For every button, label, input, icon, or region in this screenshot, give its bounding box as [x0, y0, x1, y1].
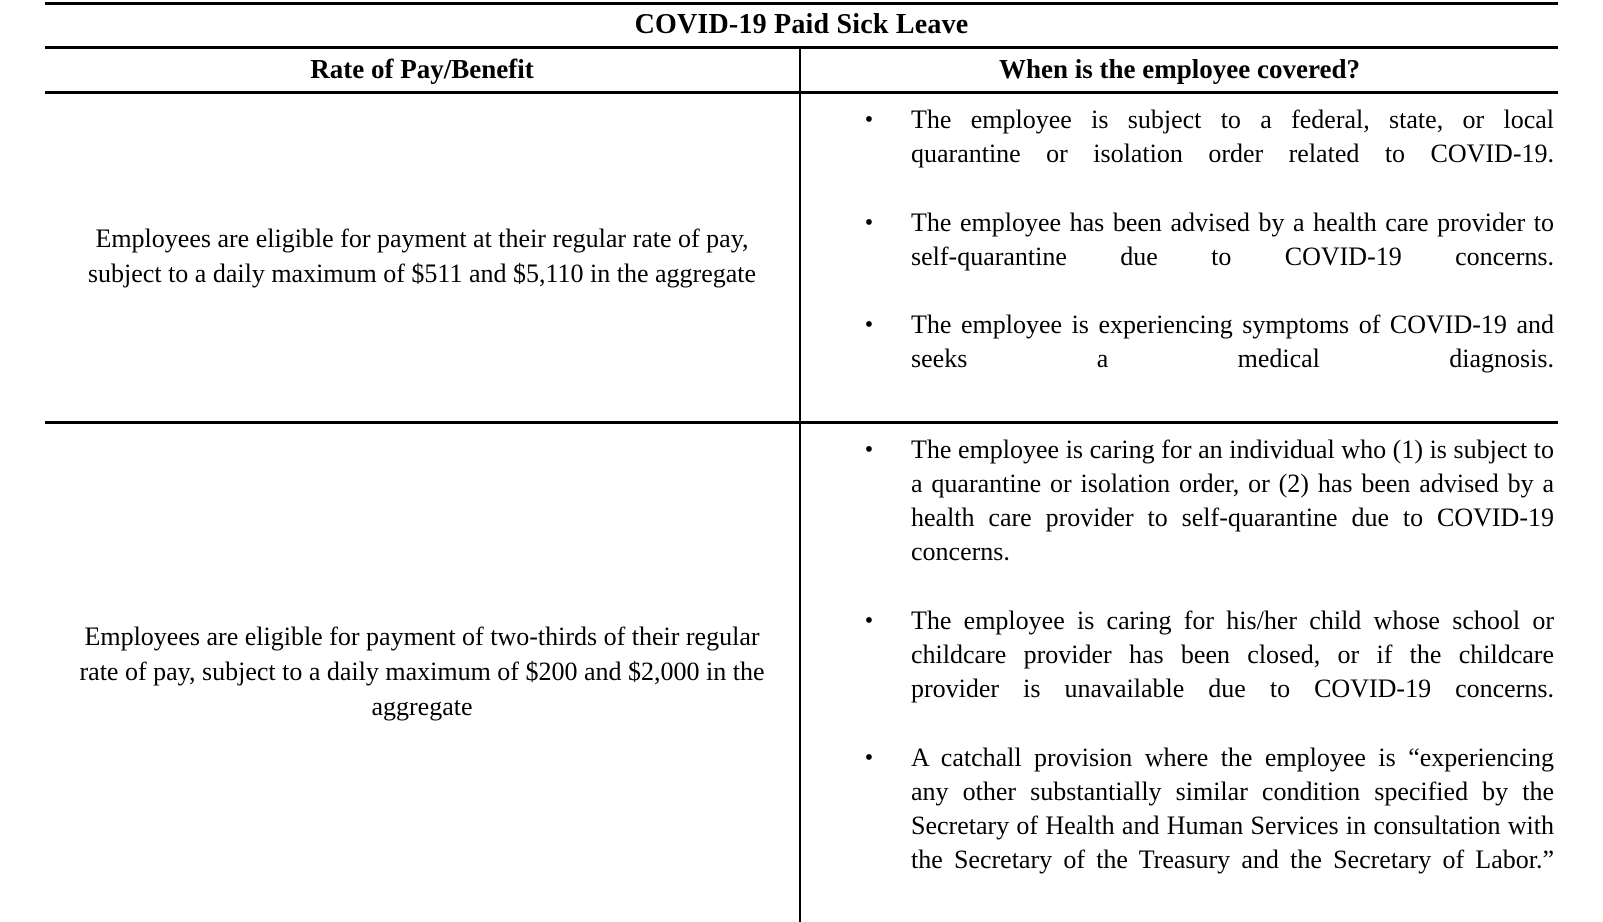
table-row: [45, 422, 1558, 921]
column-header-when-covered: When is the employee covered?: [800, 48, 1558, 93]
rate-of-pay-cell-row-1: Employees are eligible for payment at their regular rate of pay, subject to a daily maximum of $511 and $5,110 in the aggregate: [45, 93, 800, 423]
table-container: [45, 2, 1558, 922]
bullet-icon: •: [864, 744, 874, 771]
column-header-rate-of-pay: Rate of Pay/Benefit: [45, 48, 800, 93]
covid-paid-sick-leave-table: [45, 2, 1558, 922]
list-item: [801, 741, 1556, 912]
rate-of-pay-cell-row-2: Employees are eligible for payment of two-thirds of their regular rate of pay, subject to a daily maximum of $200 and $2,000 in the aggregate: [45, 422, 800, 921]
covered-bullet-list-row-2: [801, 424, 1558, 922]
list-item-text: A catchall provision where the employee is “experiencing any other substantially similar condition specified by the Secretary of Health and Human Services in consultation with the Secretary of the Treasury and the Secretary of Labor.”: [911, 742, 1554, 875]
list-item-text: The employee is subject to a federal, state, or local quarantine or isolation order related to COVID-19.: [911, 105, 1554, 169]
list-item-text: The employee is caring for an individual who (1) is subject to a quarantine or isolation order, or (2) has been advised by a health care provider to self-quarantine due to COVID-19 concerns.: [911, 434, 1554, 567]
list-item-text: The employee is experiencing symptoms of COVID-19 and seeks a medical diagnosis.: [911, 310, 1554, 374]
list-item: [801, 604, 1556, 741]
covered-cell-row-2: [800, 422, 1558, 921]
list-item: [801, 433, 1556, 604]
table-title-row: [45, 4, 1558, 48]
bullet-icon: •: [864, 107, 874, 133]
table-title: COVID-19 Paid Sick Leave: [45, 4, 1558, 48]
list-item: [801, 103, 1556, 206]
covered-cell-row-1: [800, 93, 1558, 423]
bullet-icon: •: [864, 607, 874, 634]
table-row: [45, 93, 1558, 423]
list-item: [801, 308, 1556, 411]
bullet-icon: •: [864, 312, 874, 339]
bullet-icon: •: [864, 436, 874, 463]
list-item-text: The employee is caring for his/her child whose school or childcare provider has been closed, or if the childcare provider is unavailable due to COVID-19 concerns.: [911, 605, 1554, 704]
table-header-row: [45, 48, 1558, 93]
list-item: [801, 206, 1556, 309]
bullet-icon: •: [864, 209, 874, 236]
covered-bullet-list-row-1: [801, 94, 1558, 421]
list-item-text: The employee has been advised by a health care provider to self-quarantine due to COVID-19 concerns.: [911, 207, 1554, 271]
